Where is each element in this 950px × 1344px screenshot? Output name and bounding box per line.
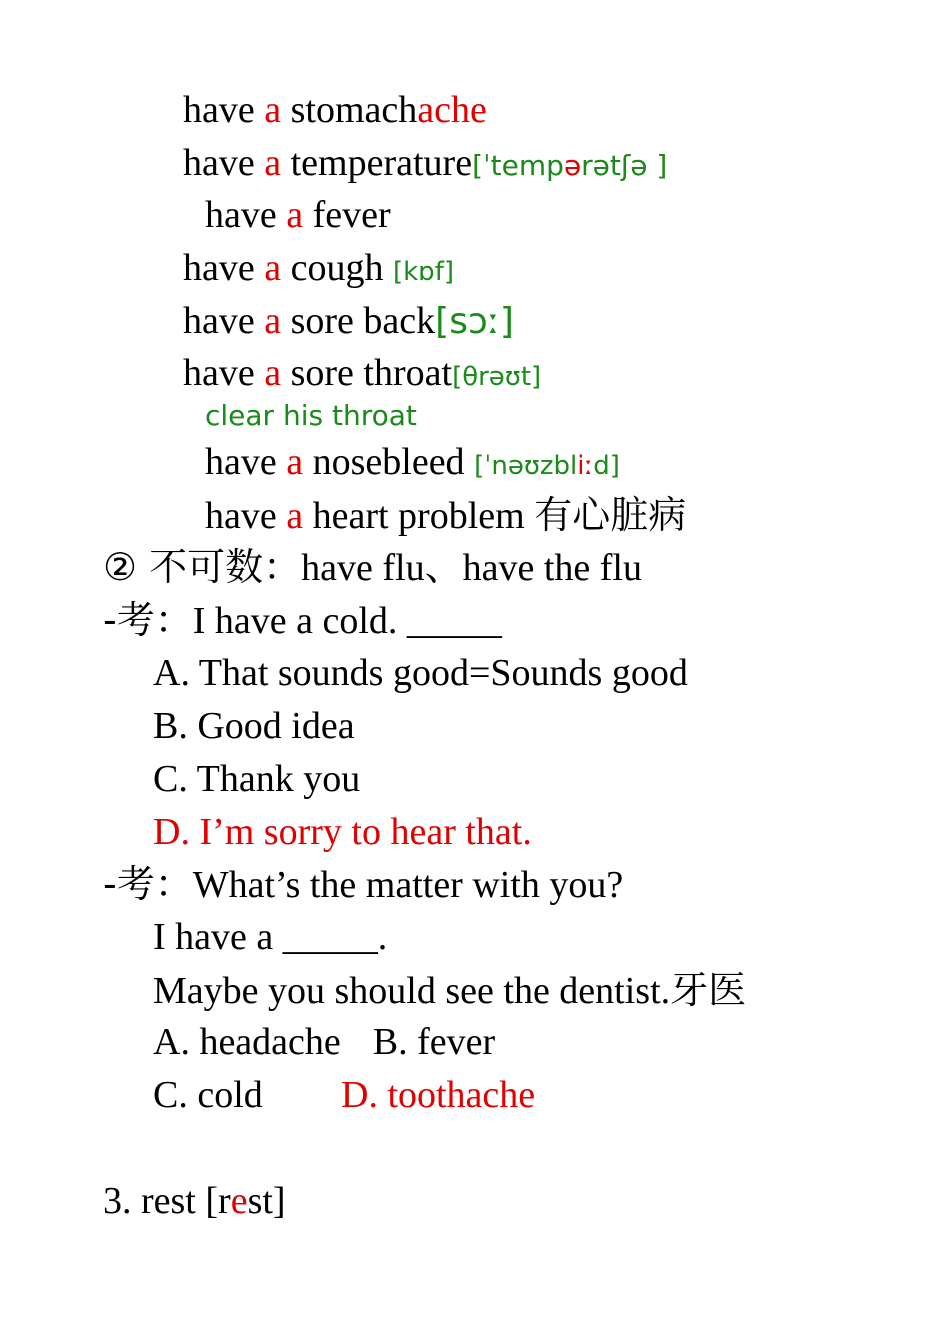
article-a: a [264,142,282,184]
vocab-rest: 3. rest [rest] [103,1180,286,1222]
uncountable-text: have flu、have the flu [301,547,642,589]
article-a: a [264,89,282,131]
q2-line-3: Maybe you should see the dentist.牙医 [153,968,747,1012]
q2-option-c: C. cold [153,1074,263,1116]
phonetic-sore: [sɔː] [435,301,514,342]
uncountable-label: ② 不可数： [103,545,302,589]
exam-label: -考： [103,598,193,642]
q1-option-a: A. That sounds good=Sounds good [153,652,688,694]
phrase-heart-problem: have a heart problem 有心脏病 [205,493,687,537]
uncountable-note [103,541,642,594]
question-2-stem: -考：What’s the matter with you? [103,862,624,906]
phrase-nosebleed: have a nosebleed [ˈnəʊzbliːd] [205,441,620,483]
chinese-gloss: 牙医 [670,968,747,1012]
q1-option-c: C. Thank you [153,758,361,800]
phonetic-temperature: [ˈtempərətʃə ] [472,149,668,182]
phonetic-throat: [θrəʊt] [452,362,542,392]
phonetic-cough: [kɒf] [392,257,454,287]
phrase-cough: have a cough [kɒf] [183,247,454,289]
question-1-stem: -考：I have a cold. _____ [103,598,502,642]
q2-option-d-answer: D. toothache [341,1074,536,1116]
phrase-fever: have a fever [205,194,391,236]
phrase-stomachache: have a stomachache [183,89,487,131]
q1-option-d-answer: D. I’m sorry to hear that. [153,811,532,853]
phrase-sore-back: have a sore back[sɔː] [183,300,514,342]
article-a: a [286,441,304,483]
article-a: a [264,300,282,342]
q2-option-b: B. fever [372,1021,496,1063]
q2-option-a: A. headache [153,1021,341,1063]
q2-options-row-1 [153,1016,495,1068]
phonetic-nosebleed: [ˈnəʊzbliːd] [474,451,620,481]
q2-options-row-2 [153,1069,263,1121]
chinese-gloss: 有心脏病 [534,493,687,537]
article-a: a [264,352,282,394]
q1-option-b: B. Good idea [153,705,355,747]
article-a: a [286,495,304,537]
phrase-temperature: have a temperature[ˈtempərətʃə ] [183,142,668,184]
article-a: a [286,194,304,236]
exam-label: -考： [103,862,193,906]
q2-line-2: I have a _____. [153,916,388,958]
article-a: a [264,247,282,289]
note-clear-throat: clear his throat [205,399,417,432]
phrase-sore-throat: have a sore throat[θrəʊt] [183,352,542,394]
suffix-ache: ache [417,89,487,131]
